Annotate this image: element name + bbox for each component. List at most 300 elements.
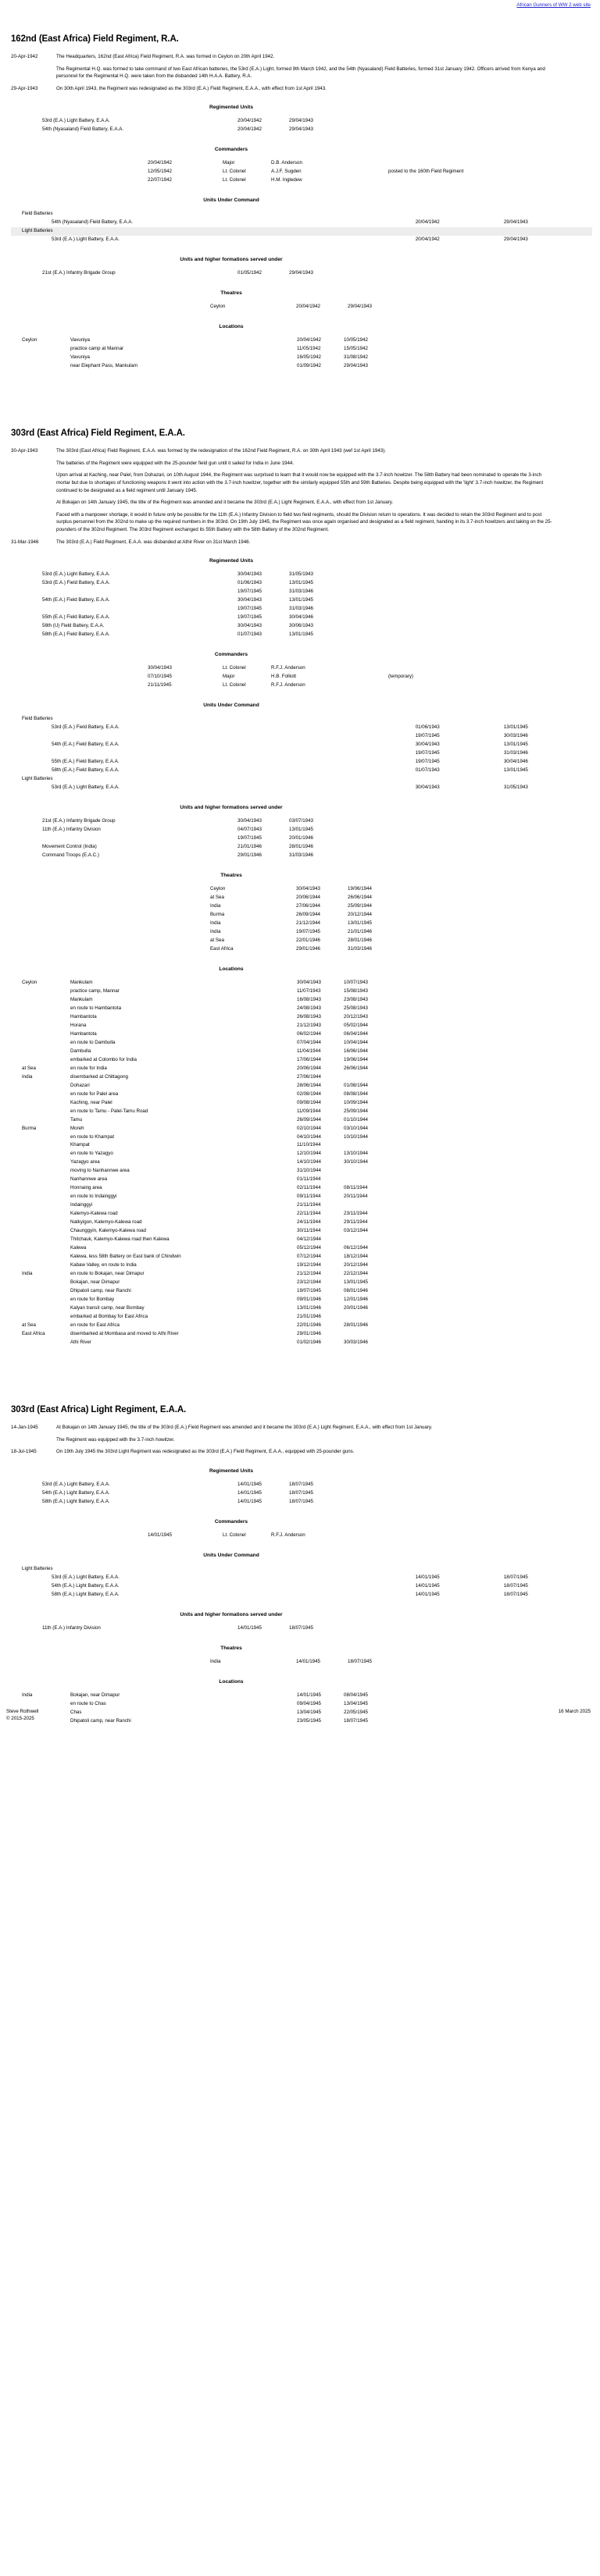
table-row xyxy=(11,1167,391,1176)
unit-name: 53rd (E.A.) Light Battery, E.A.A. xyxy=(42,118,110,124)
location-to: 06/12/1944 xyxy=(344,1245,368,1251)
location-place: Thitchauk, Kalemyo-Kalewa road then Kalewa xyxy=(70,1236,170,1243)
unit-to: 31/03/1946 xyxy=(503,750,528,756)
table-row xyxy=(11,852,341,860)
theatre-to: 21/01/1946 xyxy=(348,928,372,934)
location-place: Kalewa, less 58th Battery on East bank of Chindwin xyxy=(70,1254,181,1260)
heading-locations: Locations xyxy=(219,1678,244,1685)
location-theatre xyxy=(11,1700,70,1709)
table-row xyxy=(11,1313,391,1322)
location-theatre xyxy=(11,1091,70,1099)
table-row xyxy=(11,1133,391,1142)
location-place: Vavuniya xyxy=(70,337,90,343)
table-row xyxy=(11,1244,391,1253)
unit-from: 19/07/1945 xyxy=(415,750,440,756)
table-row xyxy=(11,1065,391,1073)
served-under-table xyxy=(11,1624,341,1633)
history-body xyxy=(56,539,556,546)
location-place: Khampat xyxy=(70,1142,90,1148)
history-date: 30-Apr-1943 xyxy=(11,448,38,454)
unit-from: 30/04/1943 xyxy=(415,742,440,748)
formation-to: 29/04/1943 xyxy=(289,270,313,276)
history-entry xyxy=(11,539,592,546)
table-row xyxy=(11,885,399,894)
location-from: 30/04/1943 xyxy=(297,979,321,985)
regiment-section-3 xyxy=(0,1405,600,1726)
unit-name: 53rd (E.A.) Light Battery, E.A.A. xyxy=(52,1574,120,1580)
table-row xyxy=(11,817,341,826)
location-from: 23/05/1945 xyxy=(297,1717,321,1724)
unit-from: 14/01/1945 xyxy=(415,1582,440,1589)
location-theatre xyxy=(11,1056,70,1065)
commanders-table xyxy=(11,664,413,690)
heading-locations: Locations xyxy=(219,966,244,972)
battery-group-heading-row xyxy=(11,227,592,236)
history-entry xyxy=(11,1448,592,1456)
location-place: Moreh xyxy=(70,1125,84,1131)
table-row xyxy=(11,622,341,631)
location-theatre xyxy=(11,1304,70,1313)
location-to: 10/10/1944 xyxy=(344,1133,368,1140)
unit-name: 54th (E.A.) Field Battery, E.A.A. xyxy=(52,742,120,748)
table-row xyxy=(11,1304,391,1313)
unit-name: 58th (U) Field Battery, E.A.A. xyxy=(42,623,105,629)
table-row xyxy=(11,588,341,596)
theatre-to: 29/04/1943 xyxy=(348,304,372,310)
location-from: 23/12/1944 xyxy=(297,1279,321,1286)
commander-rank: Lt. Colonel xyxy=(223,665,246,671)
history-body xyxy=(56,85,556,93)
table-row xyxy=(11,894,399,902)
commander-name: R.F.J. Anderson xyxy=(271,1532,305,1538)
location-theatre xyxy=(11,1201,70,1210)
table-row xyxy=(11,1330,391,1339)
unit-from: 19/07/1945 xyxy=(238,606,262,612)
regiment-section-2 xyxy=(0,429,600,1347)
table-row xyxy=(11,1022,391,1030)
commander-date: 20/04/1942 xyxy=(148,160,172,166)
unit-to: 18/07/1945 xyxy=(503,1591,528,1597)
theatre-from: 27/06/1944 xyxy=(296,902,320,909)
commanders-table xyxy=(11,1532,388,1540)
formation-to: 31/03/1946 xyxy=(289,852,313,858)
units-under-command-table xyxy=(11,1565,592,1599)
table-row xyxy=(11,664,413,673)
table-row xyxy=(11,1219,391,1227)
location-theatre xyxy=(11,1082,70,1091)
location-from: 09/11/1944 xyxy=(297,1194,321,1200)
location-to: 16/06/1944 xyxy=(344,1048,368,1054)
heading-commanders: Commanders xyxy=(214,1518,248,1525)
heading-served-under: Units and higher formations served under xyxy=(180,1611,283,1617)
history-entry xyxy=(11,66,592,80)
location-to: 13/04/1945 xyxy=(344,1700,368,1706)
location-place: Mankulam xyxy=(70,996,93,1002)
table-row xyxy=(11,345,391,354)
table-row xyxy=(11,1141,391,1150)
formation-to: 03/07/1943 xyxy=(289,817,313,824)
location-from: 09/04/1945 xyxy=(297,1700,321,1706)
regiment-title: 303rd (East Africa) Field Regiment, E.A.A. xyxy=(11,429,185,439)
table-row xyxy=(11,911,399,920)
location-theatre xyxy=(11,345,70,354)
table-row xyxy=(11,767,592,775)
location-to: 12/01/1946 xyxy=(344,1297,368,1303)
battery-group-heading-row xyxy=(11,715,592,724)
footer-left xyxy=(6,1708,38,1723)
table-row xyxy=(11,159,463,168)
locations-table xyxy=(11,979,391,1347)
history-body xyxy=(56,53,556,61)
theatre-to: 19/06/1944 xyxy=(348,885,372,891)
location-from: 31/10/1944 xyxy=(297,1168,321,1174)
location-to: 13/01/1945 xyxy=(344,1279,368,1286)
heading-served-under: Units and higher formations served under xyxy=(180,257,283,263)
table-row xyxy=(11,937,399,945)
theatre-from: 20/06/1944 xyxy=(296,894,320,900)
theatre-to: 28/01/1946 xyxy=(348,937,372,943)
table-row xyxy=(11,614,341,622)
location-to xyxy=(344,1330,391,1339)
location-to: 08/01/1946 xyxy=(344,1288,368,1294)
location-theatre xyxy=(11,1193,70,1201)
commander-note xyxy=(388,176,463,185)
table-row xyxy=(11,1591,592,1599)
table-row xyxy=(11,996,391,1005)
table-row xyxy=(11,269,341,278)
unit-to: 18/07/1945 xyxy=(503,1582,528,1589)
location-from: 21/11/1944 xyxy=(297,1202,321,1208)
table-row xyxy=(11,1039,391,1048)
heading-units-under-command: Units Under Command xyxy=(203,197,259,204)
theatre-name: India xyxy=(210,928,221,934)
location-theatre xyxy=(11,1022,70,1030)
unit-to: 13/01/1945 xyxy=(289,580,313,586)
history-date: 14-Jan-1945 xyxy=(11,1425,38,1431)
unit-from: 14/01/1945 xyxy=(415,1591,440,1597)
unit-name xyxy=(11,732,416,741)
heading-units-under-command: Units Under Command xyxy=(203,703,259,709)
table-row xyxy=(11,987,391,996)
location-theatre xyxy=(11,1099,70,1108)
locations-table xyxy=(11,336,391,371)
theatre-from: 14/01/1945 xyxy=(296,1658,320,1664)
table-row xyxy=(11,605,341,614)
unit-name: 54th (Nyasaland) Field Battery, E.A.A. xyxy=(52,219,134,226)
table-row xyxy=(11,1253,391,1261)
heading-served-under: Units and higher formations served under xyxy=(180,804,283,810)
table-row xyxy=(11,1498,341,1507)
section-spacer xyxy=(0,371,600,402)
table-row xyxy=(11,1099,391,1108)
table-row xyxy=(11,1270,391,1279)
location-to: 01/08/1944 xyxy=(344,1082,368,1088)
location-theatre xyxy=(11,1296,70,1304)
battery-group-heading: Light Batteries xyxy=(11,227,592,236)
location-place: Chaunggyin, Kalemyo-Kalewa road xyxy=(70,1228,146,1234)
formation-from: 30/04/1943 xyxy=(238,817,262,824)
location-theatre xyxy=(11,1108,70,1116)
location-from: 26/08/1943 xyxy=(297,1013,321,1019)
location-from: 11/09/1944 xyxy=(297,1108,321,1114)
location-theatre xyxy=(11,1236,70,1244)
table-row xyxy=(11,1210,391,1219)
table-row xyxy=(11,902,399,911)
history-paragraph: The batteries of the Regiment were equipped with the 25-pounder field gun until it sailed for India in June 1944. xyxy=(56,460,295,466)
location-from: 19/12/1944 xyxy=(297,1262,321,1268)
table-row xyxy=(11,1227,391,1236)
location-place: en route to Yazagyo xyxy=(70,1151,113,1157)
unit-to: 18/07/1945 xyxy=(289,1489,313,1496)
top-link-row xyxy=(0,0,600,8)
commander-name: H.B. Folliott xyxy=(271,674,296,680)
history-body xyxy=(56,1424,556,1432)
commander-rank: Lt. Colonel xyxy=(223,682,246,688)
unit-from: 14/01/1945 xyxy=(238,1489,262,1496)
unit-from: 19/07/1945 xyxy=(238,614,262,621)
heading-regimented-units: Regimented Units xyxy=(209,558,254,564)
location-theatre: Ceylon xyxy=(22,979,38,985)
location-place: moving to Nanhannwe area xyxy=(70,1168,130,1174)
table-row xyxy=(11,1279,391,1287)
location-from: 01/02/1946 xyxy=(297,1340,321,1346)
table-row xyxy=(11,1030,391,1039)
unit-name: 54th (Nyasaland) Field Battery, E.A.A. xyxy=(42,126,124,133)
history-body xyxy=(56,511,556,534)
location-from: 21/12/1944 xyxy=(297,1271,321,1277)
commander-date: 14/01/1945 xyxy=(148,1532,172,1538)
theatres-table xyxy=(11,1658,399,1667)
unit-from: 30/04/1943 xyxy=(238,571,262,578)
location-from: 22/11/1944 xyxy=(297,1211,321,1217)
location-theatre: India xyxy=(22,1271,33,1277)
table-row xyxy=(11,724,592,732)
location-from: 01/11/1944 xyxy=(297,1176,321,1183)
location-from: 16/05/1942 xyxy=(297,354,321,361)
table-row xyxy=(11,303,399,311)
history-entry xyxy=(11,1436,592,1444)
location-place: Bokajan, near Dimapur xyxy=(70,1279,120,1286)
regiment-history xyxy=(11,1424,592,1456)
table-row xyxy=(11,1489,341,1498)
unit-to: 31/03/1946 xyxy=(289,606,313,612)
unit-name: 54th (E.A.) Field Battery, E.A.A. xyxy=(42,597,110,603)
location-theatre: at Sea xyxy=(22,1065,36,1071)
history-date: 20-Apr-1942 xyxy=(11,54,38,59)
table-row xyxy=(11,1056,391,1065)
regiment-history xyxy=(11,53,592,92)
location-place: Horana xyxy=(70,1022,87,1028)
history-entry xyxy=(11,460,592,468)
history-body xyxy=(56,1436,556,1444)
table-row xyxy=(11,1574,592,1582)
location-to: 18/07/1945 xyxy=(344,1717,368,1724)
location-from: 26/09/1944 xyxy=(297,1116,321,1123)
unit-to: 18/07/1945 xyxy=(289,1481,313,1487)
table-row xyxy=(11,1048,391,1056)
table-row xyxy=(11,571,341,579)
unit-to: 13/01/1945 xyxy=(503,742,528,748)
table-row xyxy=(11,1193,391,1201)
location-to: 01/10/1944 xyxy=(344,1116,368,1123)
location-to: 03/10/1944 xyxy=(344,1125,368,1131)
commander-name: A.J.F. Sugden xyxy=(271,169,302,175)
commander-note: posted to the 160th Field Regiment xyxy=(388,169,464,175)
location-to: 20/01/1946 xyxy=(344,1305,368,1311)
commander-rank: Lt. Colonel xyxy=(223,169,246,175)
table-row xyxy=(11,1339,391,1347)
table-row xyxy=(11,1082,391,1091)
location-to: 20/12/1944 xyxy=(344,1262,368,1268)
unit-name: 58th (E.A.) Light Battery, E.A.A. xyxy=(42,1498,110,1504)
table-row xyxy=(11,1296,391,1304)
table-row xyxy=(11,979,391,987)
location-from: 24/11/1944 xyxy=(297,1219,321,1226)
location-from: 13/01/1946 xyxy=(297,1305,321,1311)
heading-locations: Locations xyxy=(219,324,244,330)
theatre-name: at Sea xyxy=(210,894,224,900)
unit-from: 01/06/1943 xyxy=(238,580,262,586)
unit-to: 30/04/1946 xyxy=(503,759,528,765)
location-theatre xyxy=(11,1048,70,1056)
table-row xyxy=(11,1184,391,1193)
unit-to: 13/01/1945 xyxy=(503,767,528,774)
location-from: 21/01/1946 xyxy=(297,1314,321,1320)
table-row xyxy=(11,749,592,758)
location-to: 31/08/1942 xyxy=(344,354,368,361)
location-from: 02/11/1944 xyxy=(297,1185,321,1191)
history-entry xyxy=(11,499,592,507)
history-body xyxy=(56,1448,556,1456)
heading-units-under-command: Units Under Command xyxy=(203,1552,259,1558)
theatre-name: at Sea xyxy=(210,937,224,943)
location-theatre xyxy=(11,1133,70,1142)
unit-to: 31/03/1946 xyxy=(289,589,313,595)
location-place: Athi River xyxy=(70,1340,91,1346)
history-paragraph: The Headquarters, 162nd (East Africa) Field Regiment, R.A. was formed in Ceylon on 20th April 1942. xyxy=(56,54,275,59)
formation-name: Movement Control (India) xyxy=(42,843,97,849)
unit-from: 30/04/1943 xyxy=(238,597,262,603)
heading-regimented-units: Regimented Units xyxy=(209,1468,254,1474)
location-from: 11/04/1944 xyxy=(297,1048,321,1054)
location-place: en route to Tamu - Palel-Tamu Road xyxy=(70,1108,148,1114)
location-place: Yazagyo area xyxy=(70,1159,100,1165)
location-theatre xyxy=(11,996,70,1005)
location-place: Vavuniya xyxy=(70,354,90,361)
location-to: 20/11/1944 xyxy=(344,1194,368,1200)
location-theatre xyxy=(11,1141,70,1150)
table-row xyxy=(11,1236,391,1244)
location-from: 13/04/1945 xyxy=(297,1709,321,1715)
location-from: 19/07/1945 xyxy=(297,1288,321,1294)
theatre-to: 25/09/1944 xyxy=(348,902,372,909)
location-theatre: Burma xyxy=(22,1125,37,1131)
unit-name: 53rd (E.A.) Light Battery, E.A.A. xyxy=(42,1481,110,1487)
african-gunners-link[interactable]: African Gunners of WW 2 web site xyxy=(516,2,591,8)
unit-name xyxy=(11,588,238,596)
history-entry xyxy=(11,85,592,93)
location-place: Kaching, near Palel xyxy=(70,1099,112,1105)
location-to: 28/01/1946 xyxy=(344,1322,368,1329)
unit-to: 30/03/1946 xyxy=(503,733,528,739)
location-place: Honnaing area xyxy=(70,1185,102,1191)
theatre-from: 22/01/1946 xyxy=(296,937,320,943)
history-date: 31-Mar-1946 xyxy=(11,539,39,545)
location-to: 13/10/1944 xyxy=(344,1151,368,1157)
table-row xyxy=(11,1582,592,1591)
location-place: en route to Hambantota xyxy=(70,1005,122,1011)
location-place: Dhipatoli camp, near Ranchi xyxy=(70,1717,131,1724)
location-from: 14/10/1944 xyxy=(297,1159,321,1165)
location-from: 24/08/1943 xyxy=(297,1005,321,1011)
regimented-units-table xyxy=(11,117,341,134)
theatre-to: 18/07/1945 xyxy=(348,1658,372,1664)
location-place: Tamu xyxy=(70,1116,83,1123)
history-paragraph: On 19th July 1945 the 303rd Light Regiment was redesignated as the 303rd (E.A.) Field Regiment, E.A.A., equipped with 25-pounder guns. xyxy=(56,1449,355,1455)
unit-to: 30/06/1943 xyxy=(289,623,313,629)
location-to: 05/02/1944 xyxy=(344,1022,368,1028)
location-to: 20/12/1943 xyxy=(344,1013,368,1019)
location-to: 30/10/1944 xyxy=(344,1159,368,1165)
footer-copyright: © 2015-2025 xyxy=(6,1716,34,1722)
unit-from: 01/07/1943 xyxy=(415,767,440,774)
footer-author: Steve Rothwell xyxy=(6,1709,39,1715)
location-place: practice camp, Mannar xyxy=(70,987,120,994)
theatre-name: India xyxy=(210,1658,221,1664)
formation-to: 28/01/1946 xyxy=(289,843,313,849)
location-theatre: India xyxy=(22,1692,33,1698)
location-to: 10/07/1943 xyxy=(344,979,368,985)
table-row xyxy=(11,1658,399,1667)
location-place: en route to Dambulla xyxy=(70,1039,116,1045)
units-under-command-table xyxy=(11,715,592,792)
battery-group-heading: Light Batteries xyxy=(22,1565,53,1571)
unit-from: 20/04/1942 xyxy=(238,118,262,124)
theatres-table xyxy=(11,885,399,954)
history-paragraph: The 303rd (E.A.) Field Regiment, E.A.A. was disbanded at Athir River on 31st March 1946. xyxy=(56,539,251,545)
unit-name: 53rd (E.A.) Field Battery, E.A.A. xyxy=(52,724,120,731)
location-from: 20/06/1944 xyxy=(297,1065,321,1071)
unit-from: 30/04/1943 xyxy=(415,785,440,790)
location-place: Nanhannwe area xyxy=(70,1176,108,1183)
heading-theatres: Theatres xyxy=(220,872,242,878)
location-place: en route for East Africa xyxy=(70,1322,120,1329)
theatre-name: Burma xyxy=(210,911,225,917)
table-row xyxy=(11,920,399,928)
theatre-from: 26/09/1944 xyxy=(296,911,320,917)
location-to: 08/11/1944 xyxy=(344,1185,368,1191)
location-to: 19/06/1944 xyxy=(344,1056,368,1062)
theatre-name: India xyxy=(210,920,221,926)
history-entry xyxy=(11,1424,592,1432)
table-row xyxy=(11,126,341,134)
unit-name: 53rd (E.A.) Field Battery, E.A.A. xyxy=(42,580,110,586)
theatre-from: 19/07/1945 xyxy=(296,928,320,934)
location-theatre xyxy=(11,1287,70,1296)
footer-date: 16 March 2025 xyxy=(558,1709,591,1715)
history-paragraph: The Regimental H.Q. was formed to take command of two East African batteries, the 53rd (E.A.) Light, formed 9th March 1942, and the 54th (Nyasaland) Field Batteries, formed 31st January 1942. Officers arrived from Kenya and personnel for the Regimental H.Q. were taken from the disbanded 14th H.A.A. Battery, R.A. xyxy=(56,66,545,80)
battery-group-heading-row xyxy=(11,775,592,784)
formation-name: 21st (E.A.) Infantry Brigade Group xyxy=(42,270,116,276)
location-to xyxy=(344,1313,391,1322)
table-row xyxy=(11,732,592,741)
location-theatre xyxy=(11,1219,70,1227)
unit-name: 54th (E.A.) Light Battery, E.A.A. xyxy=(42,1489,110,1496)
unit-from: 20/04/1942 xyxy=(415,219,440,226)
location-theatre xyxy=(11,1030,70,1039)
commander-note xyxy=(388,664,413,673)
commander-note xyxy=(388,159,463,168)
